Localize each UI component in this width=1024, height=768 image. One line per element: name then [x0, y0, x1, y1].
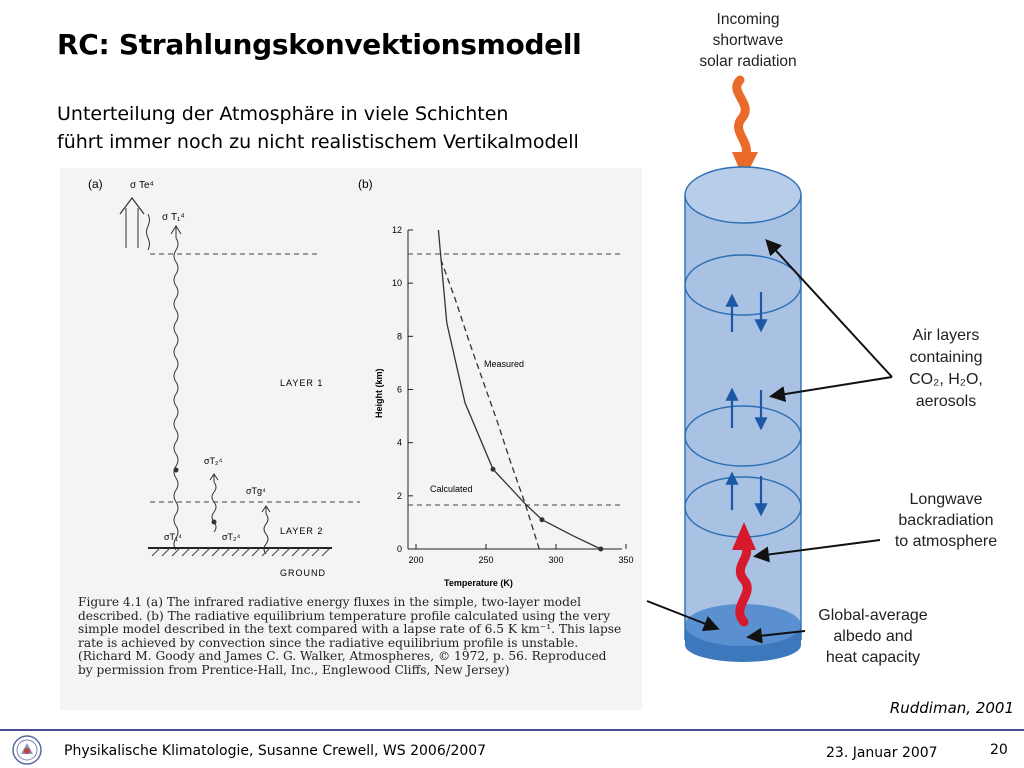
- x-tick-label: 200: [408, 555, 424, 565]
- y-axis-label: Height (km): [374, 368, 384, 418]
- page-number: 20: [990, 742, 1008, 758]
- footer-date: 23. Januar 2007: [826, 745, 938, 761]
- caption-line: simple model described in the text compared with a lapse rate of 6.5 K km⁻¹. This lapse: [78, 622, 622, 637]
- measured-label: Measured: [484, 359, 525, 369]
- albedo-label-3: heat capacity: [825, 649, 921, 666]
- incoming-label-2: shortwave: [712, 32, 784, 49]
- caption-line: described. (b) The radiative equilibrium temperature profile calculated using the very: [78, 608, 611, 623]
- x-tick-label: 300: [548, 555, 564, 565]
- data-point: [540, 517, 545, 522]
- caption-line: Figure 4.1 (a) The infrared radiative energy fluxes in the simple, two-layer model: [78, 595, 582, 609]
- y-tick-label: 0: [396, 544, 402, 554]
- panel-b-label: (b): [358, 177, 373, 191]
- figure-panels: [60, 168, 642, 588]
- caption-line: by permission from Prentice-Hall, Inc., Englewood Cliffs, New Jersey): [78, 662, 510, 677]
- incoming-label-3: solar radiation: [699, 53, 797, 70]
- y-tick-label: 6: [396, 384, 402, 395]
- atmosphere-column-diagram: [640, 0, 1024, 700]
- air-layers-label-2: containing: [909, 349, 983, 366]
- air-layers-label-1: Air layers: [912, 327, 980, 344]
- ground-label: GROUND: [280, 568, 326, 578]
- caption-line: (Richard M. Goody and James C. G. Walker, Atmospheres, © 1972, p. 56. Reproduced: [78, 649, 607, 664]
- x-tick-label: 250: [478, 555, 494, 565]
- flux-t2-bottom-label: σT₂⁴: [222, 532, 241, 542]
- figure-caption: [78, 596, 634, 678]
- panel-a-label: (a): [88, 177, 103, 191]
- longwave-label-3: to atmosphere: [894, 533, 998, 550]
- y-tick-label: 4: [396, 437, 402, 448]
- data-point: [491, 467, 496, 472]
- albedo-label-1: Global-average: [818, 607, 928, 624]
- air-layers-label-3: CO₂, H₂O,: [909, 371, 983, 388]
- albedo-label-2: albedo and: [833, 628, 913, 645]
- subtitle-line-2: führt immer noch zu nicht realistischem Vertikalmodell: [57, 131, 579, 153]
- longwave-label-2: backradiation: [898, 512, 994, 529]
- footer-course: Physikalische Klimatologie, Susanne Crewell, WS 2006/2007: [64, 743, 487, 759]
- flux-t1-top-label: σ T₁⁴: [162, 212, 185, 223]
- air-layers-label-4: aerosols: [915, 393, 977, 410]
- y-tick-label: 8: [396, 331, 402, 342]
- x-tick-label: 350: [618, 555, 634, 565]
- layer-1-label: LAYER 1: [280, 378, 324, 388]
- subtitle-line-1: Unterteilung der Atmosphäre in viele Schichten: [57, 103, 509, 125]
- layer-2-label: LAYER 2: [280, 526, 324, 536]
- slide-subtitle: [57, 100, 579, 156]
- y-tick-label: 10: [391, 278, 402, 289]
- university-seal-icon: [12, 735, 42, 765]
- profile-curves: [438, 230, 603, 552]
- flux-t1-bottom-label: σT₁⁴: [164, 532, 182, 542]
- longwave-label-1: Longwave: [909, 491, 983, 508]
- flux-t2-mid-label: σT₂⁴: [204, 456, 223, 466]
- footer-divider: [0, 729, 1024, 731]
- data-point: [598, 547, 603, 552]
- series-line-calculated: [438, 230, 600, 549]
- shortwave-arrow: [737, 80, 747, 158]
- y-tick-label: 2: [396, 490, 402, 501]
- column-top: [685, 167, 801, 223]
- flux-top-label: σ Te⁴: [130, 180, 154, 191]
- flux-tg-label: σTg⁴: [246, 486, 266, 496]
- incoming-label-1: Incoming: [716, 11, 780, 28]
- image-credit: Ruddiman, 2001: [889, 699, 1014, 717]
- slide-title: RC: Strahlungskonvektionsmodell: [57, 28, 582, 61]
- y-tick-label: 12: [391, 225, 402, 235]
- calculated-label: Calculated: [430, 484, 473, 494]
- x-axis-label: Temperature (K): [444, 578, 513, 588]
- caption-line: rate is achieved by convection since the radiative equilibrium profile is unstable.: [78, 635, 579, 650]
- scanned-figure: [60, 168, 642, 710]
